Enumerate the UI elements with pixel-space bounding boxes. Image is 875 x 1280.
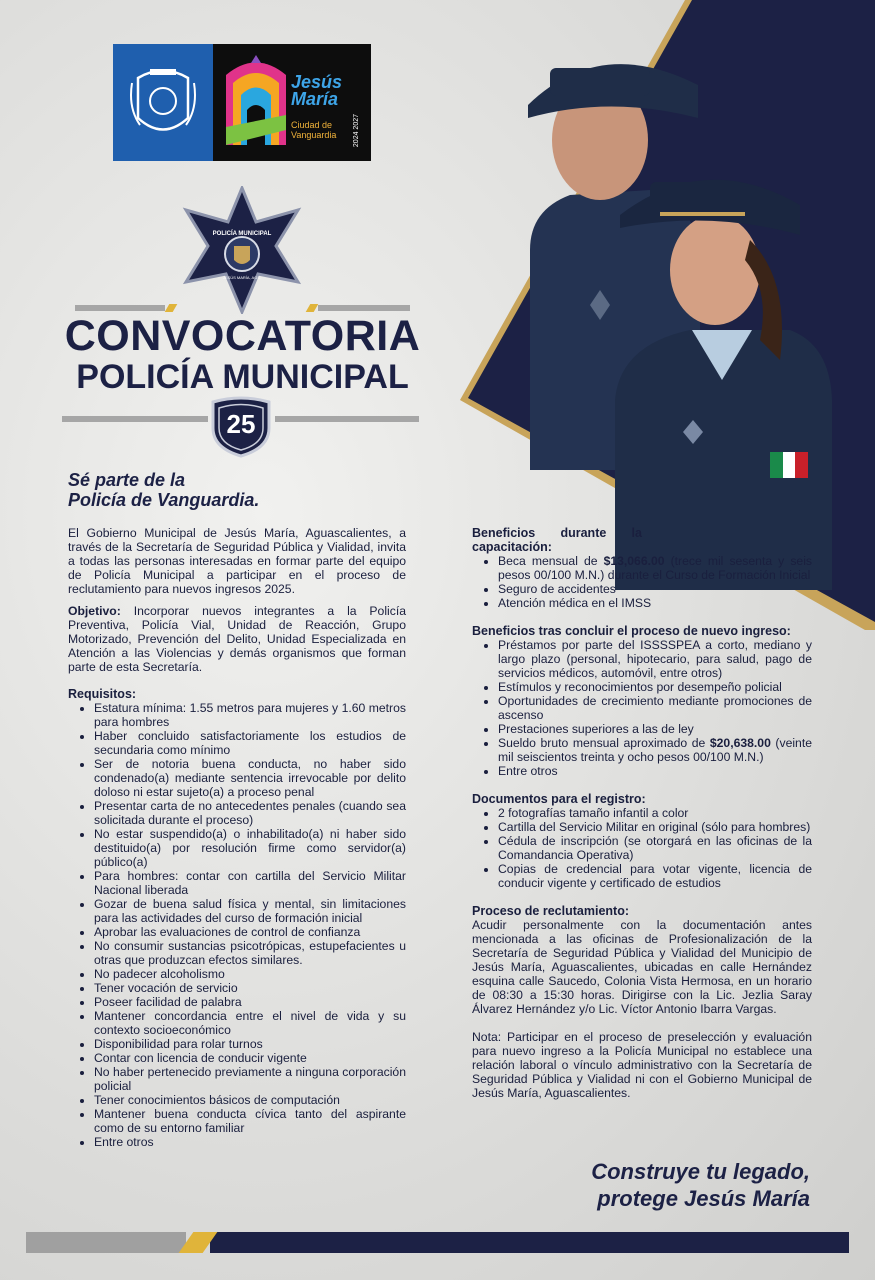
scholarship-suffix: (trece mil sesenta y seis pesos 00/100 M.N.) durante el Curso de Formación Inicial	[498, 554, 812, 582]
documents-heading: Documentos para el registro:	[472, 792, 646, 806]
badge-city-text: JESÚS MARÍA, AGS.	[222, 275, 262, 280]
slogan-line1: Construye tu legado,	[591, 1159, 810, 1184]
benefit-item: • Seguro de accidentes	[498, 582, 812, 596]
salary-prefix: Sueldo bruto mensual aproximado de	[498, 736, 710, 750]
scholarship-item	[498, 554, 812, 582]
footer-bar	[26, 1232, 849, 1253]
benefits-after-heading: Beneficios tras concluir el proceso de nuevo ingreso:	[472, 624, 791, 638]
page-title: CONVOCATORIA	[64, 312, 421, 360]
page-subtitle: POLICÍA MUNICIPAL	[76, 358, 409, 396]
requirement-item: • Contar con licencia de conducir vigente	[94, 1051, 406, 1065]
requirement-item: • Ser de notoria buena conducta, no haber sido condenado(a) mediante sentencia irrevocable por delito doloso ni estar sujeto(a) a proceso penal	[94, 757, 406, 799]
intro-paragraph: El Gobierno Municipal de Jesús María, Aguascalientes, a través de la Secretaría de Seguridad Pública y Vialidad, invita a todas las personas interesadas en formar parte del equipo de Policía Municipal a participar en el proceso de reclutamiento para nuevos ingresos 2025.	[68, 526, 406, 596]
benefit-item: • Prestaciones superiores a las de ley	[498, 722, 812, 736]
requirements-list	[68, 701, 406, 1149]
benefit-item: • Entre otros	[498, 764, 812, 778]
benefit-item: • Atención médica en el IMSS	[498, 596, 812, 610]
salary-item	[498, 736, 812, 764]
requirement-item: • Mantener buena conducta cívica tanto del aspirante como de su entorno familiar	[94, 1107, 406, 1135]
benefits-training-heading: Beneficios durante la capacitación:	[472, 526, 642, 554]
benefits-after-list	[472, 638, 812, 778]
requirement-item: • No haber pertenecido previamente a ninguna corporación policial	[94, 1065, 406, 1093]
vanguardia-mark-icon	[221, 55, 291, 150]
footer-bar-navy	[210, 1232, 849, 1253]
requirement-item: • No padecer alcoholismo	[94, 967, 406, 981]
tagline-line2: Policía de Vanguardia.	[68, 490, 260, 510]
police-star-badge-icon	[176, 186, 308, 314]
requirement-item: • Mantener concordancia entre el nivel de vida y su contexto socioeconómico	[94, 1009, 406, 1037]
objective-paragraph	[68, 604, 406, 674]
objective-text: Incorporar nuevos integrantes a la Policía Preventiva, Policía Vial, Unidad de Reacción, Grupo Motorizado, Prevención del Delito, Unidad Especializada en Atención a las Violencias y demás organismos que forman parte de esta Secretaría.	[68, 604, 406, 674]
left-column	[68, 526, 406, 1159]
requirement-item: • No estar suspendido(a) o inhabilitado(a) ni haber sido destituido(a) por resolución firme como servidor(a) público(a)	[94, 827, 406, 869]
document-item: • Cartilla del Servicio Militar en original (sólo para hombres)	[498, 820, 812, 834]
document-item: • Copias de credencial para votar vigente, licencia de conducir vigente y certificado de estudios	[498, 862, 812, 890]
ciudad-vanguardia-text: Ciudad de Vanguardia	[291, 120, 337, 140]
benefits-training-list	[472, 554, 812, 610]
title-rule-right	[318, 305, 410, 311]
coat-of-arms-icon	[128, 63, 198, 143]
objective-label: Objetivo:	[68, 604, 121, 618]
requirement-item: • Para hombres: contar con cartilla del Servicio Militar Nacional liberada	[94, 869, 406, 897]
requirement-item: • Tener vocación de servicio	[94, 981, 406, 995]
scholarship-prefix: Beca mensual de	[498, 554, 604, 568]
document-item: • Cédula de inscripción (se otorgará en las oficinas de la Comandancia Operativa)	[498, 834, 812, 862]
benefit-item: • Estímulos y reconocimientos por desempeño policial	[498, 680, 812, 694]
footer-bar-grey	[26, 1232, 186, 1253]
requirement-item: • Aprobar las evaluaciones de control de confianza	[94, 925, 406, 939]
requirements-heading: Requisitos:	[68, 687, 137, 701]
year-rule-left	[62, 416, 208, 422]
benefit-item: • Oportunidades de crecimiento mediante promociones de ascenso	[498, 694, 812, 722]
administration-years: 2024 2027	[353, 114, 360, 148]
note-paragraph: Nota: Participar en el proceso de preselección y evaluación para nuevo ingreso a la Policía Municipal no establece una relación laboral o vínculo administrativo con la Secretaría de Seguridad Pública y Vialidad ni con el Gobierno Municipal de Jesús María, Aguascalientes.	[472, 1030, 812, 1100]
municipality-logos	[113, 44, 371, 161]
year-badge-number: 25	[226, 409, 256, 439]
requirement-item: • Gozar de buena salud física y mental, sin limitaciones para las actividades del curso de formación inicial	[94, 897, 406, 925]
requirement-item: • Haber concluido satisfactoriamente los estudios de secundaria como mínimo	[94, 729, 406, 757]
coat-of-arms-logo	[113, 44, 213, 161]
jesus-maria-logo	[213, 44, 371, 161]
right-column	[472, 526, 812, 1108]
process-paragraph: Acudir personalmente con la documentación antes mencionada a las oficinas de Profesionalización de la Secretaría de Seguridad Pública y Vialidad del Municipio de Jesús María, Aguascalientes, ubicadas en calle Hernández esquina calle Saucedo, Colonia Vista Hermosa, en un horario de 08:30 a 15:30 horas. Dirigirse con la Lic. Jezlia Saray Álvarez Hernández y/o Lic. Víctor Antonio Ibarra Vargas.	[472, 918, 812, 1016]
documents-list	[472, 806, 812, 890]
recruitment-tagline	[68, 470, 259, 510]
tagline-line1: Sé parte de la	[68, 470, 186, 490]
slogan-line2: protege Jesús María	[597, 1186, 810, 1211]
requirement-item: • Presentar carta de no antecedentes penales (cuando sea solicitada durante el proceso)	[94, 799, 406, 827]
requirement-item: • Disponibilidad para rolar turnos	[94, 1037, 406, 1051]
jesus-maria-wordmark: Jesús María	[291, 72, 343, 109]
scholarship-amount: $13,066.00	[603, 554, 665, 568]
requirement-item: • Entre otros	[94, 1135, 406, 1149]
benefit-item: • Préstamos por parte del ISSSSPEA a corto, mediano y largo plazo (personal, hipotecario, para salud, pago de servicios médicos, automóvil, entre otros)	[498, 638, 812, 680]
process-heading: Proceso de reclutamiento:	[472, 904, 629, 918]
year-rule-right	[275, 416, 419, 422]
salary-amount: $20,638.00	[709, 736, 771, 750]
title-rule-left	[75, 305, 165, 311]
closing-slogan	[591, 1158, 810, 1212]
requirement-item: • Estatura mínima: 1.55 metros para mujeres y 1.60 metros para hombres	[94, 701, 406, 729]
salary-suffix: (veinte mil seiscientos treinta y ocho pesos 00/100 M.N.)	[498, 736, 813, 764]
requirement-item: • No consumir sustancias psicotrópicas, estupefacientes u otras que produzcan efectos similares.	[94, 939, 406, 967]
badge-text: POLICÍA MUNICIPAL	[212, 231, 272, 237]
requirement-item: • Tener conocimientos básicos de computación	[94, 1093, 406, 1107]
requirement-item: • Poseer facilidad de palabra	[94, 995, 406, 1009]
document-item: • 2 fotografías tamaño infantil a color	[498, 806, 812, 820]
